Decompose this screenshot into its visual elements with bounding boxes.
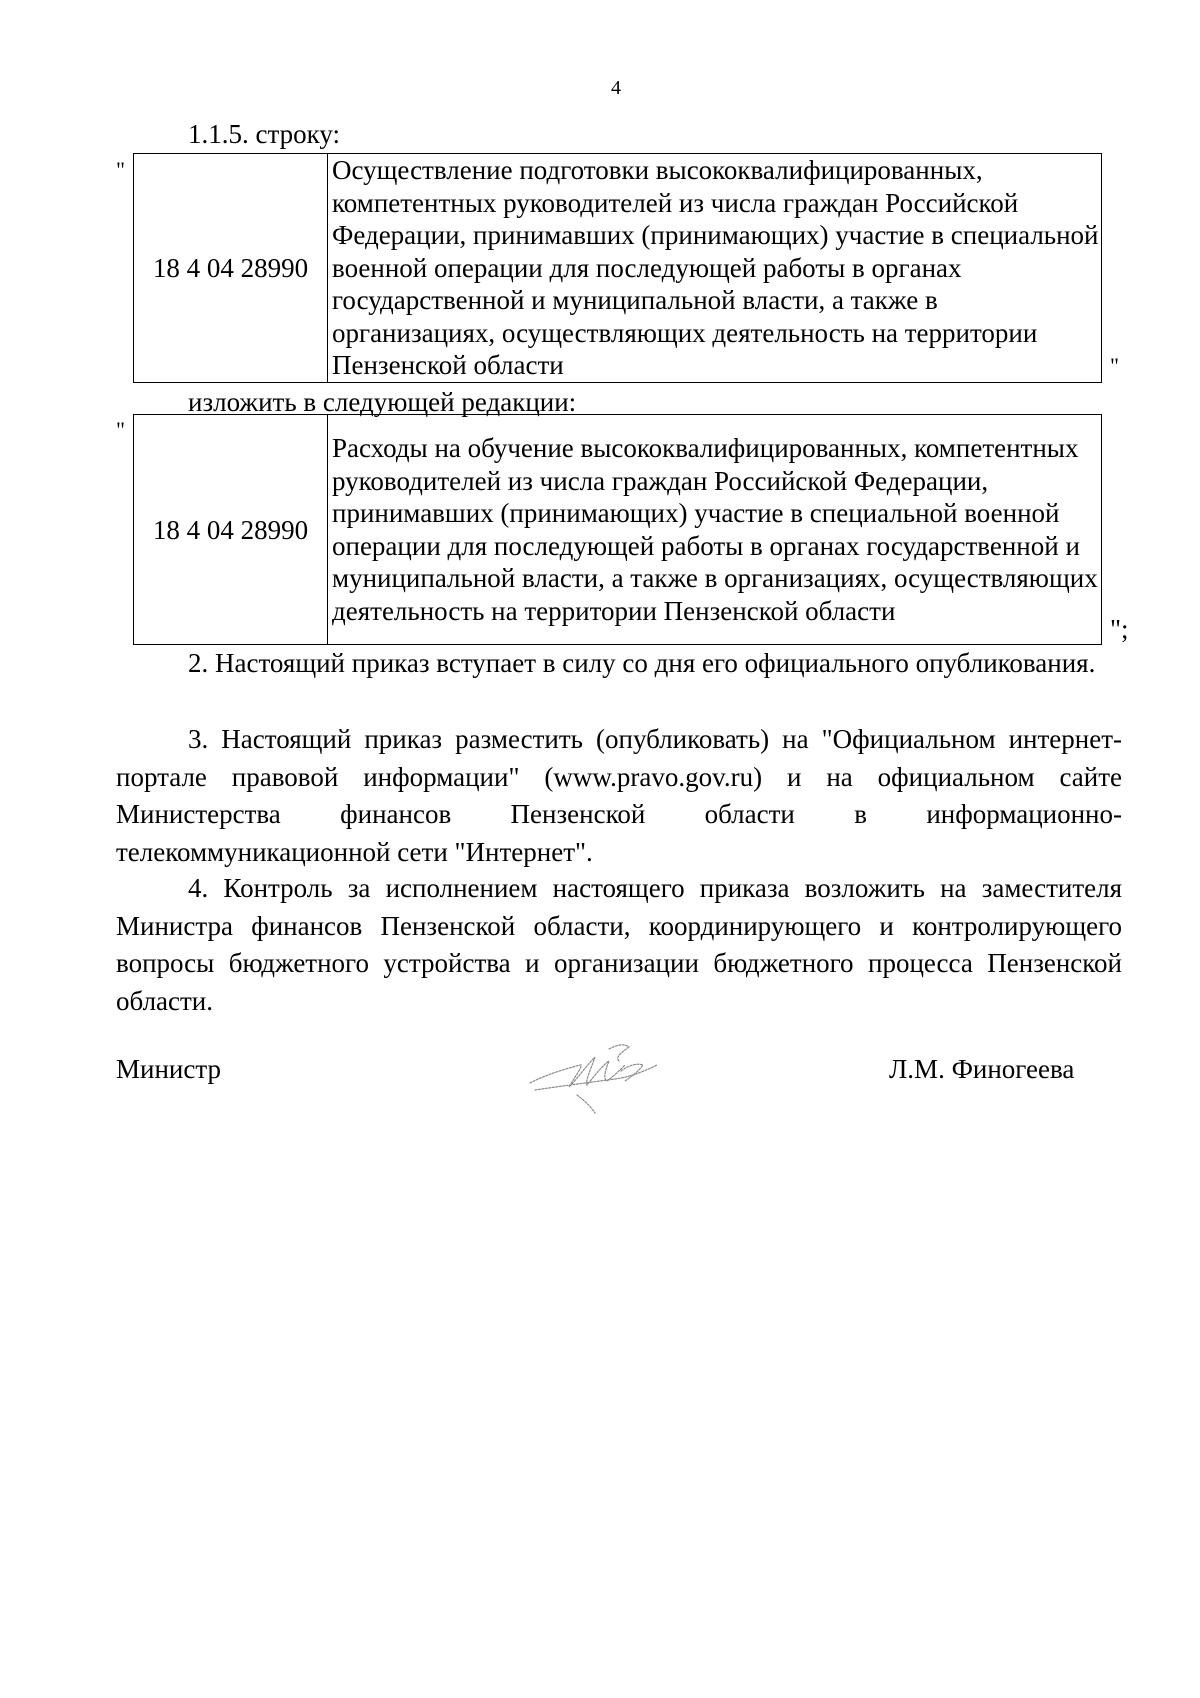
paragraph-2: 2. Настоящий приказ вступает в силу со дня его официального опубликования. [188, 648, 1096, 678]
paragraph-3: 3. Настоящий приказ разместить (опубликовать) на "Официальном интернет-портале правовой информации" (www.pravo.gov.ru) и на официальном сайте Министерства финансов Пензенской области в информационно-телекоммуникационной сети "Интернет". [116, 724, 1122, 867]
handwritten-signature [525, 1035, 675, 1115]
quote-open-new: " [116, 417, 125, 442]
intro-text: 1.1.5. строку: [188, 119, 340, 149]
quote-close-new: "; [1110, 614, 1129, 644]
signatory-name: Л.М. Финогеева [889, 1054, 1075, 1084]
budget-code-table-new [133, 414, 1102, 645]
budget-code-table-old [133, 153, 1102, 383]
signatory-position: Министр [116, 1054, 221, 1084]
budget-code-cell: 18 4 04 28990 [134, 415, 328, 645]
middle-text: изложить в следующей редакции: [188, 387, 577, 417]
budget-description-cell: Осуществление подготовки высококвалифицированных, компетентных руководителей из числа граждан Российской Федерации, принимавших (принимающих) участие в специальной военной операции для последующей работы в органах государственной и муниципальной власти, а также в организациях, осуществляющих деятельность на территории Пензенской области [328, 154, 1102, 383]
quote-close-old: " [1110, 353, 1119, 378]
table-row [134, 415, 1102, 645]
budget-description-cell: Расходы на обучение высококвалифицированных, компетентных руководителей из числа граждан Российской Федерации, принимавших (принимающих) участие в специальной военной операции для последующей работы в органах государственной и муниципальной власти, а также в организациях, осуществляющих деятельность на территории Пензенской области [328, 415, 1102, 645]
table-row [134, 154, 1102, 383]
page-number: 4 [611, 77, 621, 99]
budget-code-cell: 18 4 04 28990 [134, 154, 328, 383]
paragraph-4: 4. Контроль за исполнением настоящего приказа возложить на заместителя Министра финансов Пензенской области, координирующего и контролирующего вопросы бюджетного устройства и организации бюджетного процесса Пензенской области. [116, 873, 1122, 1016]
quote-open-old: " [116, 157, 125, 182]
